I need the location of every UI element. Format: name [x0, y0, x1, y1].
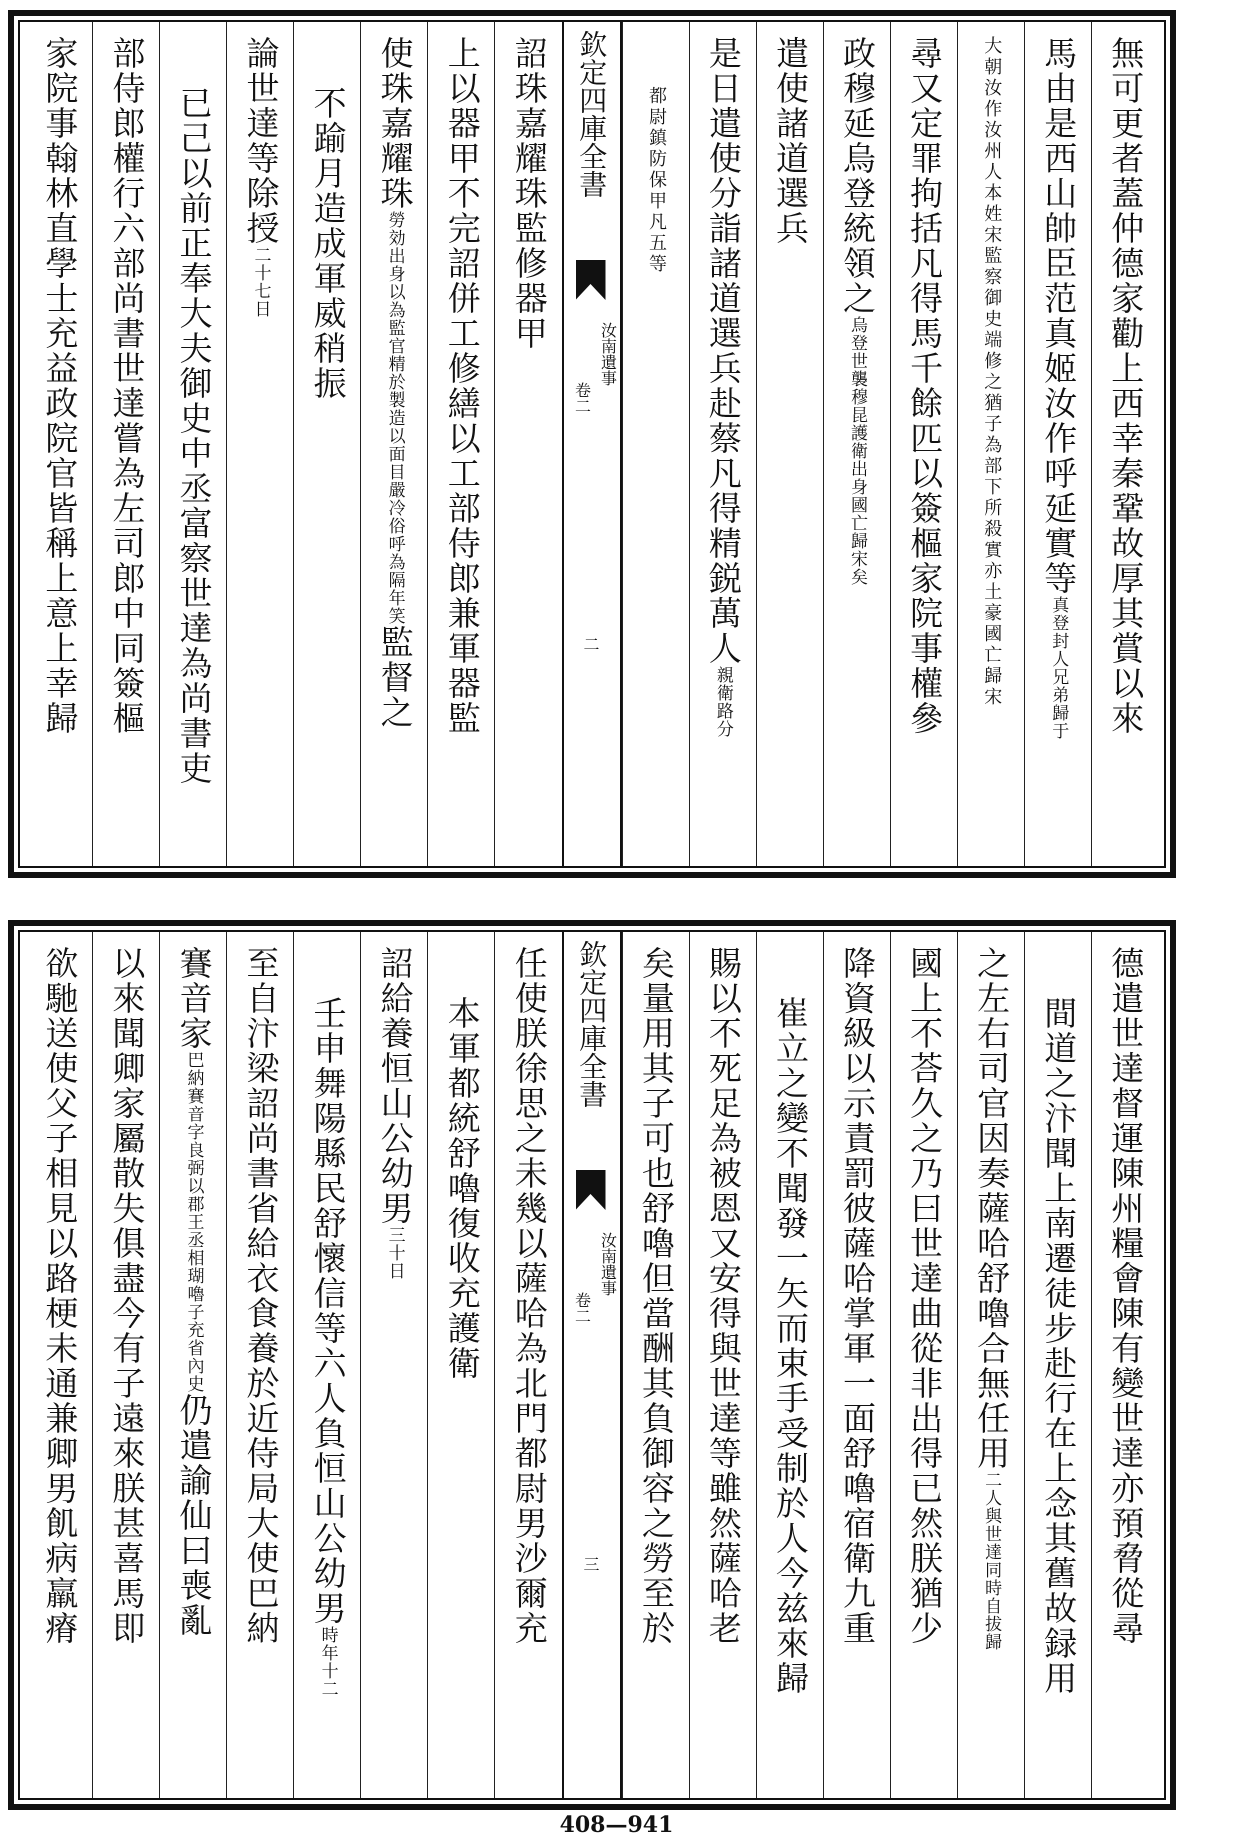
- annotation: 二十七日: [250, 246, 271, 318]
- column-text: 部侍郎權行六部尚書世達嘗為左司郎中同簽樞: [107, 36, 147, 736]
- center-page-number: 二: [583, 635, 600, 654]
- annotation: 真登封人兄弟歸于: [1048, 596, 1069, 740]
- center-juan: 卷二: [572, 382, 592, 414]
- column-text: 賜以不死足為被恩又安得與世達等雖然薩哈老: [703, 946, 743, 1646]
- column-text: 降資級以示責罰彼薩哈掌軍一面舒嚕宿衛九重: [838, 946, 878, 1646]
- annotation: 勞効出身以為監官精於製造以面目嚴冷俗呼為隔年笑: [384, 211, 405, 625]
- column: [92, 22, 159, 866]
- column-text: 以來聞卿家屬散失俱盡今有子遠來朕甚喜馬即: [107, 946, 147, 1646]
- center-header: 欽定四庫全書: [575, 30, 609, 198]
- column: [226, 22, 293, 866]
- annotation: 烏登世襲穆昆護衛出身國亡歸宋矣: [847, 316, 868, 586]
- column-text: 詔珠嘉耀珠監修器甲: [509, 36, 549, 351]
- annotation: 巴納賽音字良弼以郡王丞相瑚嚕子充省內史: [183, 1051, 204, 1393]
- column-text: 至自汴梁詔尚書省給衣食養於近侍局大使巴納: [241, 946, 281, 1646]
- bottom-page: [8, 920, 1176, 1810]
- column: [494, 22, 561, 866]
- column-text: 尋又定罪拘括凡得馬千餘匹以簽樞家院事權參: [905, 36, 945, 736]
- center-header: 欽定四庫全書: [575, 940, 609, 1108]
- column-text: 使珠嘉耀珠: [375, 36, 415, 211]
- column: [293, 932, 360, 1798]
- column: [494, 932, 561, 1798]
- column-text: 不踰月造成軍威稍振: [308, 86, 348, 401]
- column: [1024, 932, 1091, 1798]
- column-text: 壬申舞陽縣民舒懷信等六人負恒山公幼男: [308, 996, 348, 1626]
- center-book-title: 汝南遺事: [598, 1232, 618, 1296]
- column: [1091, 22, 1158, 866]
- column: [1024, 22, 1091, 866]
- column: [957, 932, 1024, 1798]
- column-text: 崔立之變不聞發一矢而束手受制於人今兹來歸: [770, 996, 810, 1696]
- column-text-tail: 監督之: [375, 625, 415, 730]
- column-text: 政穆延烏登統領之: [838, 36, 878, 316]
- column: [957, 22, 1024, 866]
- column: [159, 22, 226, 866]
- column-text: 欲馳送使父子相見以路梗未通兼卿男飢病羸瘠: [40, 946, 80, 1646]
- column: [360, 22, 427, 866]
- column: [823, 932, 890, 1798]
- annotation: 都尉鎮防保甲凡五等: [645, 86, 667, 275]
- center-book-title: 汝南遺事: [598, 322, 618, 386]
- column-text: 德遣世達督運陳州糧會陳有變世達亦預脅從尋: [1106, 946, 1146, 1646]
- column: [427, 932, 494, 1798]
- column: [159, 932, 226, 1798]
- top-page-inner-frame: [18, 20, 1166, 868]
- center-fold: [562, 932, 622, 1798]
- column-text: 本軍都統舒嚕復收充護衛: [442, 996, 482, 1381]
- column: [26, 22, 92, 866]
- annotation: 時年十二: [317, 1626, 338, 1698]
- column: [823, 22, 890, 866]
- annotation: 三十日: [384, 1226, 405, 1280]
- page-footer-number: 408—941: [559, 1812, 674, 1838]
- bottom-page-inner-frame: [18, 930, 1166, 1800]
- column-text: 間道之汴聞上南遷徒步赴行在上念其舊故録用: [1039, 996, 1079, 1696]
- column: [689, 22, 756, 866]
- column-text: 國上不荅久之乃曰世達曲從非出得已然朕猶少: [905, 946, 945, 1646]
- column: [622, 932, 689, 1798]
- column: [92, 932, 159, 1798]
- annotation: 二人與世達同時自拔歸: [981, 1471, 1002, 1651]
- column: [26, 932, 92, 1798]
- column: [226, 932, 293, 1798]
- column: [427, 22, 494, 866]
- annotation: 大朝汝作汝州人本姓宋監察御史端修之猶子為部下所殺實亦土豪國亡歸宋: [981, 36, 1003, 708]
- column-text: 詔給養恒山公幼男: [375, 946, 415, 1226]
- top-columns: [26, 22, 1158, 866]
- column-text: 任使朕徐思之未幾以薩哈為北門都尉男沙爾充: [509, 946, 549, 1646]
- column-text: 已己以前正奉大夫御史中丞富察世達為尚書吏: [174, 86, 214, 786]
- column-text: 是日遣使分詣諸道選兵赴蔡凡得精鋭萬人: [703, 36, 743, 666]
- column-text: 無可更者蓋仲德家勸上西幸秦鞏故厚其賞以來: [1106, 36, 1146, 736]
- column: [1091, 932, 1158, 1798]
- column-text: 賽音家: [174, 946, 214, 1051]
- center-fold: [562, 22, 622, 866]
- center-page-number: 三: [583, 1555, 600, 1574]
- annotation: 親衛路分: [712, 666, 733, 738]
- column-text: 之左右司官因奏薩哈舒嚕合無任用: [972, 946, 1012, 1471]
- column: [293, 22, 360, 866]
- column: [689, 932, 756, 1798]
- column-text: 家院事翰林直學士充益政院官皆稱上意上幸歸: [40, 36, 80, 736]
- bottom-columns: [26, 932, 1158, 1798]
- column-text: 遣使諸道選兵: [770, 36, 810, 246]
- column: [890, 22, 957, 866]
- column: [890, 932, 957, 1798]
- column-text: 論世達等除授: [241, 36, 281, 246]
- column: [756, 22, 823, 866]
- column: [622, 22, 689, 866]
- column-text: 上以器甲不完詔併工修繕以工部侍郎兼軍器監: [442, 36, 482, 736]
- column-text: 馬由是西山帥臣范真姬汝作呼延實等: [1039, 36, 1079, 596]
- column-text-tail: 仍遣諭仙曰喪亂: [174, 1393, 214, 1638]
- column: [756, 932, 823, 1798]
- column-text: 矣量用其子可也舒嚕但當酬其負御容之勞至於: [636, 946, 676, 1646]
- top-page: [8, 10, 1176, 878]
- column: [360, 932, 427, 1798]
- center-juan: 卷二: [572, 1292, 592, 1324]
